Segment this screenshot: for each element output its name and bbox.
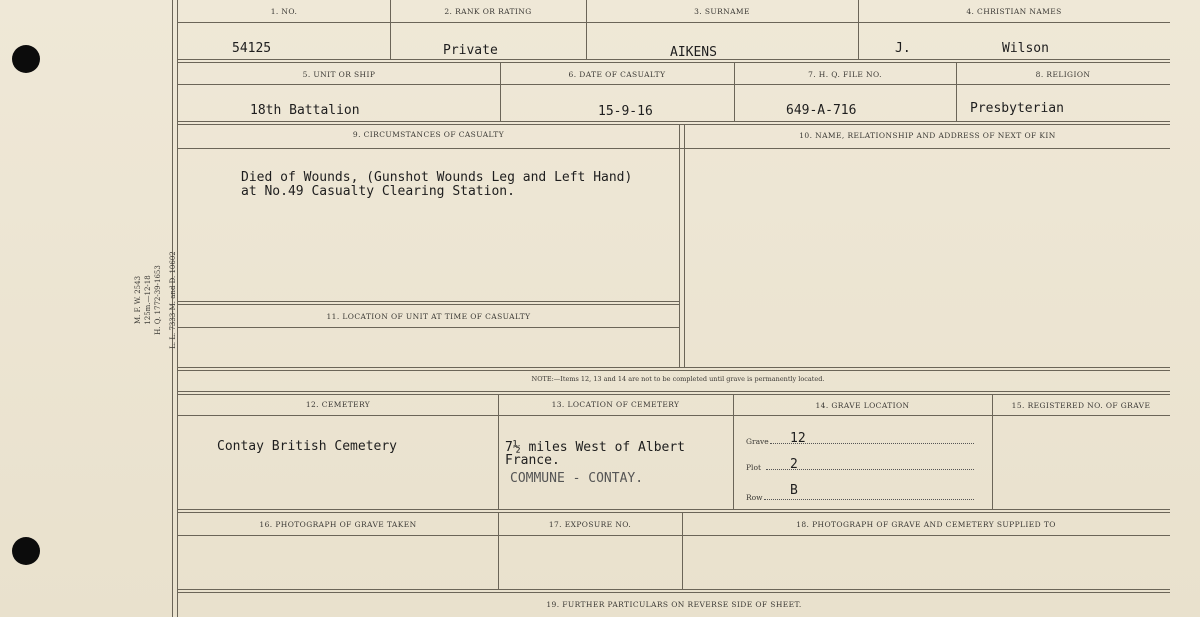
value-circumstances-line1: Died of Wounds, (Gunshot Wounds Leg and Left Hand) bbox=[241, 170, 633, 185]
header-cemetery-location: 13. LOCATION OF CEMETERY bbox=[551, 400, 680, 409]
note-text: NOTE:—Items 12, 13 and 14 are not to be completed until grave is permanently located. bbox=[531, 375, 825, 383]
rule bbox=[178, 121, 1170, 125]
header-surname: 3. SURNAME bbox=[694, 7, 750, 16]
value-hq: 649-A-716 bbox=[786, 103, 857, 118]
header-location-unit: 11. LOCATION OF UNIT AT TIME OF CASUALTY bbox=[326, 312, 531, 321]
form-code-line1: M. F. W. 2543 bbox=[134, 275, 142, 325]
label-plot: Plot bbox=[746, 463, 761, 472]
rule bbox=[178, 327, 679, 328]
value-circumstances-line2: at No.49 Casualty Clearing Station. bbox=[241, 184, 515, 199]
header-photo: 16. PHOTOGRAPH OF GRAVE TAKEN bbox=[259, 520, 417, 529]
rule bbox=[679, 124, 685, 368]
rule bbox=[178, 535, 1170, 536]
value-christian: Wilson bbox=[1002, 41, 1049, 56]
rule bbox=[764, 499, 974, 500]
label-row: Row bbox=[746, 493, 763, 502]
rule bbox=[733, 394, 734, 510]
value-unit: 18th Battalion bbox=[250, 103, 360, 118]
value-surname: AIKENS bbox=[670, 45, 717, 60]
header-religion: 8. RELIGION bbox=[1035, 70, 1091, 79]
value-grave: 12 bbox=[790, 431, 806, 446]
value-cemetery-location-line1: 7½ miles West of Albert bbox=[505, 440, 686, 455]
value-row: B bbox=[790, 483, 798, 498]
value-initial: J. bbox=[895, 41, 911, 56]
value-date: 15-9-16 bbox=[598, 104, 653, 119]
rule bbox=[178, 148, 1170, 149]
header-unit: 5. UNIT OR SHIP bbox=[302, 70, 376, 79]
header-circumstances: 9. CIRCUMSTANCES OF CASUALTY bbox=[352, 130, 505, 139]
value-rank: Private bbox=[443, 43, 498, 58]
value-cemetery-location-line2: France. bbox=[505, 453, 560, 468]
header-rank: 2. RANK OR RATING bbox=[444, 7, 532, 16]
rule bbox=[178, 391, 1170, 395]
header-registered: 15. REGISTERED NO. OF GRAVE bbox=[1011, 401, 1151, 410]
rule bbox=[178, 589, 1170, 593]
rule bbox=[178, 367, 1170, 371]
punch-hole-top bbox=[12, 45, 40, 73]
punch-hole-bottom bbox=[12, 537, 40, 565]
rule bbox=[178, 415, 1170, 416]
header-grave-location: 14. GRAVE LOCATION bbox=[815, 401, 910, 410]
value-no: 54125 bbox=[232, 41, 272, 56]
header-further: 19. FURTHER PARTICULARS ON REVERSE SIDE OF SHEET. bbox=[546, 600, 802, 609]
rule bbox=[178, 301, 679, 305]
rule bbox=[992, 394, 993, 510]
header-christian: 4. CHRISTIAN NAMES bbox=[966, 7, 1062, 16]
rule bbox=[498, 394, 499, 510]
form-code-line3: H. Q. 1772-39-1653 bbox=[154, 265, 162, 335]
label-grave: Grave bbox=[746, 437, 769, 446]
form-code-line4: L. L. 7333-M. and D. 10602 bbox=[169, 251, 177, 349]
header-date: 6. DATE OF CASUALTY bbox=[568, 70, 666, 79]
value-plot: 2 bbox=[790, 457, 798, 472]
header-photo-supplied: 18. PHOTOGRAPH OF GRAVE AND CEMETERY SUPPLIED TO bbox=[796, 520, 1056, 529]
header-exposure: 17. EXPOSURE NO. bbox=[548, 520, 632, 529]
rule bbox=[178, 22, 1170, 23]
header-kin: 10. NAME, RELATIONSHIP AND ADDRESS OF NEXT OF KIN bbox=[799, 131, 1056, 140]
rule bbox=[178, 509, 1170, 513]
value-religion: Presbyterian bbox=[970, 101, 1064, 116]
rule bbox=[178, 84, 1170, 85]
form-code-line2: 125m.—12-18 bbox=[144, 275, 152, 325]
header-no: 1. NO. bbox=[270, 7, 298, 16]
header-cemetery: 12. CEMETERY bbox=[305, 400, 371, 409]
value-cemetery-location-line3: COMMUNE - CONTAY. bbox=[510, 471, 644, 486]
header-hq: 7. H. Q. FILE NO. bbox=[808, 70, 882, 79]
value-cemetery: Contay British Cemetery bbox=[217, 439, 398, 454]
